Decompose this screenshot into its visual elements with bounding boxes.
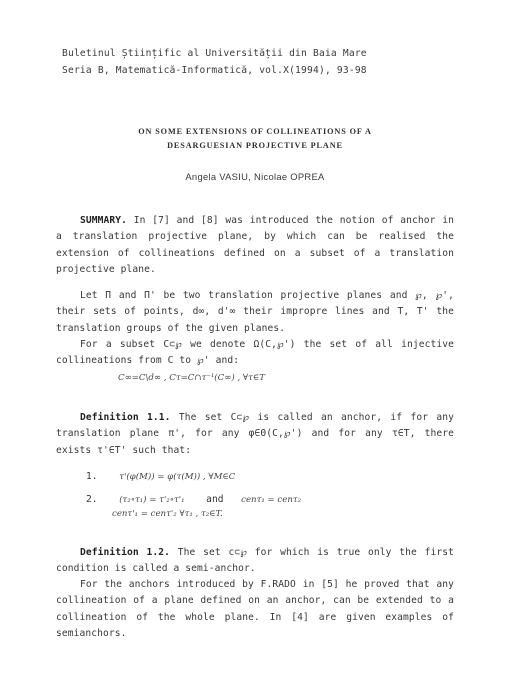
item-2-formula-b: cenτ₁ = cenτ₂: [241, 495, 302, 505]
def1-label: Definition 1.1.: [80, 412, 171, 423]
def2-line-2: condition is called a semi-anchor.: [56, 563, 256, 575]
paper-title-line-2: DESARGUESIAN PROJECTIVE PLANE: [167, 141, 343, 150]
def1-line-3: exists τ'∈T' such that:: [56, 444, 192, 456]
closing-paragraph: [56, 577, 454, 642]
subset-line-1: For a subset C⊂℘ we denote Ω(C,℘') the set of all injective: [80, 338, 454, 350]
intro-line-1: Let Π and Π' be two translation projective planes and ℘, ℘',: [80, 290, 454, 301]
item-2-and: and: [206, 494, 224, 505]
summary-line-2: a translation projective plane, by which can be realised the: [56, 231, 454, 243]
summary-label: SUMMARY.: [80, 215, 128, 226]
summary-paragraph: [56, 213, 454, 278]
def1-item-2: [86, 487, 301, 506]
def1-line-2: translation plane π', for any φ∈Θ(C,℘') and for any τ∈T, there: [56, 428, 454, 440]
intro-line-2: their sets of points, d∞, d'∞ their impropre lines and T, T' the: [56, 306, 454, 318]
definition-1-1: [56, 410, 454, 459]
def2-line-1: Definition 1.2. The set c⊂℘ for which is true only the first: [80, 547, 454, 558]
definition-1-2: [56, 545, 454, 578]
closing-line-4: semianchors.: [56, 627, 127, 639]
summary-line-4: projective plane.: [56, 263, 156, 275]
item-1-number: 1.: [86, 471, 98, 482]
def1-item-1: [86, 464, 235, 483]
intro-paragraph: [56, 288, 454, 369]
summary-line-1: SUMMARY. In [7] and [8] was introduced the notion of anchor in: [80, 215, 454, 226]
summary-line-3: extension of collineations defined on a subset of a translation: [56, 247, 454, 259]
journal-header-line-2: Seria B, Matematică-Informatică, vol.X(1994), 93-98: [62, 65, 367, 76]
item-2-formula-c: cenτ'₁ = cenτ'₂ ∀τ₁ , τ₂∈T.: [112, 509, 223, 519]
paper-authors: Angela VASIU, Nicolae OPREA: [185, 171, 325, 182]
def2-label: Definition 1.2.: [80, 547, 171, 558]
def1-line-1: Definition 1.1. The set C⊂℘ is called an anchor, if for any: [80, 412, 454, 423]
closing-line-1: For the anchors introduced by F.RADO in [5] he proved that any: [80, 579, 454, 590]
closing-line-2: collineation of a plane defined on an anchor, can be extended to a: [56, 595, 454, 607]
paper-title-line-1: ON SOME EXTENSIONS OF COLLINEATIONS OF A: [138, 127, 372, 136]
item-2-number: 2.: [86, 494, 98, 505]
item-1-formula: τ'(φ(M)) = φ(τ(M)) , ∀M∈C: [119, 472, 236, 482]
journal-header-line-1: Buletinul Științific al Universității din Baia Mare: [62, 48, 367, 59]
formula-c-infinity: C∞=C\d∞ , Cτ=C∩τ⁻¹(C∞) , ∀τ∈T: [118, 373, 265, 383]
closing-line-3: collineation of the whole plane. In [4] are given examples of: [56, 611, 454, 623]
item-2-formula-a: (τ₂∘τ₁) = τ'₂∘τ'₁: [119, 495, 185, 505]
subset-line-2: collineations from C to ℘' and:: [56, 355, 240, 367]
intro-line-3: translation groups of the given planes.: [56, 322, 286, 334]
